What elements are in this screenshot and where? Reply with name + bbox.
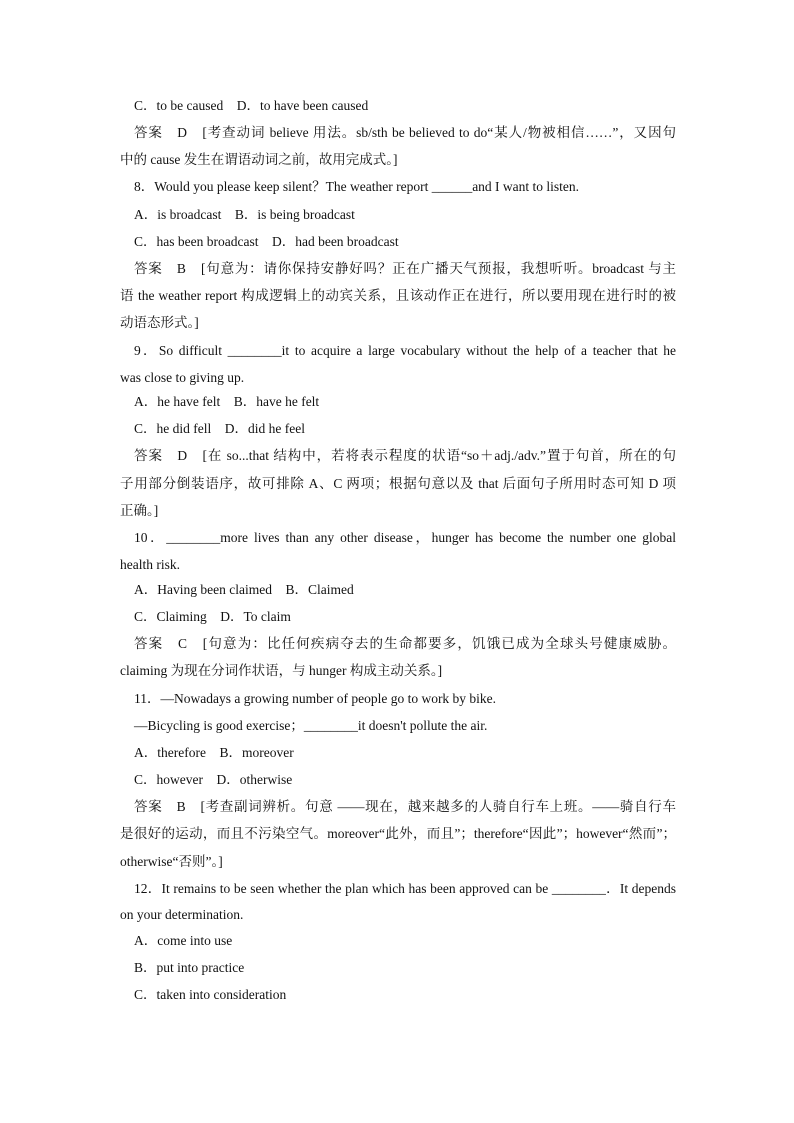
answer-line: 答案 C [句意为：比任何疾病夺去的生命都要多，饥饿已成为全球头号健康威胁。: [134, 636, 676, 651]
answer-line: 答案 B [考查副词辨析。句意 ——现在，越来越多的人骑自行车上班。——骑自行车: [134, 799, 676, 814]
option-line: A．he have felt B．have he felt: [134, 394, 320, 409]
question-line: 8．Would you please keep silent？The weather report ______and I want to listen.: [134, 179, 580, 194]
answer-line: 是很好的运动，而且不污染空气。moreover“此外，而且”；therefore“因此”；however“然而”；: [120, 826, 676, 841]
answer-line: 答案 D [在 so...that 结构中，若将表示程度的状语“so＋adj./adv.”置于句首，所在的句: [134, 448, 676, 463]
option-line: B．put into practice: [134, 960, 245, 975]
answer-line: 动语态形式。]: [120, 315, 199, 330]
answer-line: 语 the weather report 构成逻辑上的动宾关系，且该动作正在进行，所以要用现在进行时的被: [120, 288, 676, 303]
answer-line: 正确。]: [120, 503, 159, 518]
option-line: C．to be caused D．to have been caused: [134, 98, 369, 113]
option-line: C．however D．otherwise: [134, 772, 293, 787]
question-line: on your determination.: [120, 907, 244, 922]
question-line: 12．It remains to be seen whether the plan which has been approved can be ________．It depends: [134, 881, 676, 896]
option-line: C．has been broadcast D．had been broadcast: [134, 234, 399, 249]
option-line: A．is broadcast B．is being broadcast: [134, 207, 355, 222]
question-line: 11．—Nowadays a growing number of people go to work by bike.: [134, 691, 497, 706]
option-line: C．taken into consideration: [134, 987, 287, 1002]
option-line: A．therefore B．moreover: [134, 745, 294, 760]
option-line: C．Claiming D．To claim: [134, 609, 291, 624]
answer-line: 答案 B [句意为：请你保持安静好吗？正在广播天气预报，我想听听。broadcast 与主: [134, 261, 676, 276]
option-line: A．come into use: [134, 933, 233, 948]
answer-line: claiming 为现在分词作状语，与 hunger 构成主动关系。]: [120, 663, 443, 678]
option-line: C．he did fell D．did he feel: [134, 421, 305, 436]
question-line: 9．So difficult ________it to acquire a large vocabulary without the help of a teacher that he: [134, 343, 676, 358]
question-line: was close to giving up.: [120, 370, 245, 385]
answer-line: otherwise“否则”。]: [120, 854, 223, 869]
answer-line: 子用部分倒装语序，故可排除 A、C 两项；根据句意以及 that 后面句子所用时态可知 D 项: [120, 476, 676, 491]
question-line: —Bicycling is good exercise；________it doesn't pollute the air.: [134, 718, 488, 733]
question-line: 10．________more lives than any other disease，hunger has become the number one global: [134, 530, 676, 545]
option-line: A．Having been claimed B．Claimed: [134, 582, 354, 597]
question-line: health risk.: [120, 557, 180, 572]
answer-line: 中的 cause 发生在谓语动词之前，故用完成式。]: [120, 152, 398, 167]
answer-line: 答案 D [考查动词 believe 用法。sb/sth be believed to do“某人/物被相信……”，又因句: [134, 125, 676, 140]
